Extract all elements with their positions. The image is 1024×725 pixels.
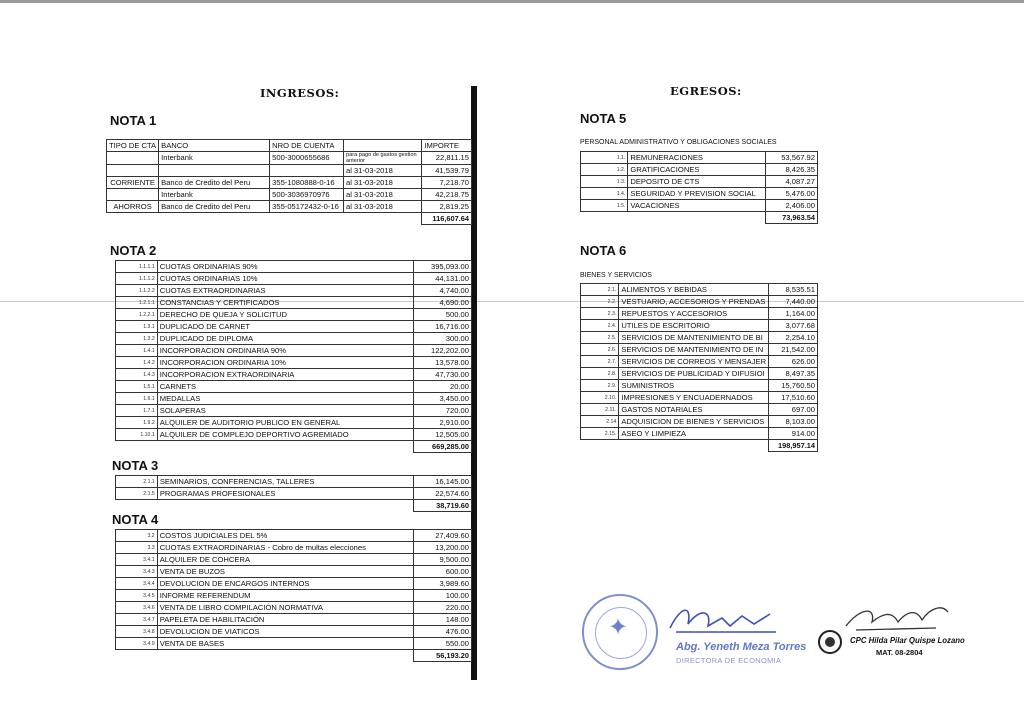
table-row [116, 345, 472, 357]
cell-amount: 5,476.00 [766, 188, 818, 200]
nota1-total: 116,607.64 [422, 213, 472, 225]
cell-description: CUOTAS ORDINARIAS 90% [157, 261, 413, 273]
cell-description: SEMINARIOS, CONFERENCIAS, TALLERES [157, 476, 413, 488]
cell-description: PAPELETA DE HABILITACIÓN [157, 614, 413, 626]
nota2-table [115, 260, 472, 453]
cell-code: 1.3.2 [116, 333, 158, 345]
cell-amount: 8,535.51 [769, 284, 818, 296]
cell-cuenta: 355-05172432-0-16 [270, 201, 344, 213]
signature-2 [836, 600, 956, 636]
cell-amount: 7,440.00 [769, 296, 818, 308]
cell-amount: 4,087.27 [766, 176, 818, 188]
cell-description: CARNETS [157, 381, 413, 393]
cell-code: 3.3 [116, 542, 158, 554]
cell-code: 1.2.1.1 [116, 297, 158, 309]
cell-tipo [107, 152, 159, 165]
total-row [116, 500, 472, 512]
cell-code: 3.4.4 [116, 578, 158, 590]
cell-description: VENTA DE BUZOS [157, 566, 413, 578]
cell-nota: para pago de gastos gestion anterior [343, 152, 421, 165]
signatory-1-role: DIRECTORA DE ECONOMIA [676, 656, 782, 665]
cell-description: REPUESTOS Y ACCESORIOS [619, 308, 769, 320]
total-row [581, 212, 818, 224]
cell-importe: 42,218.75 [422, 189, 472, 201]
nota1-title: NOTA 1 [110, 113, 157, 128]
table-row [116, 638, 472, 650]
table-row [581, 164, 818, 176]
cell-amount: 3,450.00 [414, 393, 472, 405]
cell-cuenta [270, 165, 344, 177]
table-row [581, 332, 818, 344]
table-row [116, 530, 472, 542]
cell-code: 1.4.1 [116, 345, 158, 357]
nota5-table [580, 151, 818, 224]
cell-importe: 41,539.79 [422, 165, 472, 177]
cell-code: 2.5. [581, 332, 619, 344]
cell-amount: 4,740.00 [414, 285, 472, 297]
header-cell [343, 140, 421, 152]
cell-code: 2.2. [581, 296, 619, 308]
cell-code: 1.7.1 [116, 405, 158, 417]
table-row [116, 626, 472, 638]
cell-description: INFORME REFERENDUM [157, 590, 413, 602]
cell-description: SERVICIOS DE PUBLICIDAD Y DIFUSIOI [619, 368, 769, 380]
nota5-subtitle: PERSONAL ADMINISTRATIVO Y OBLIGACIONES SOCIALES [580, 139, 777, 146]
cell-importe: 7,218.70 [422, 177, 472, 189]
table-row [107, 189, 472, 201]
nota4-title: NOTA 4 [112, 512, 159, 527]
cell-description: ALIMENTOS Y BEBIDAS [619, 284, 769, 296]
cell-code: 3.4.3 [116, 566, 158, 578]
cell-amount: 21,542.00 [769, 344, 818, 356]
table-row [107, 201, 472, 213]
nota6-title: NOTA 6 [580, 243, 627, 258]
cell-amount: 3,077.68 [769, 320, 818, 332]
nota4-table [115, 529, 472, 662]
cell-code: 2.10. [581, 392, 619, 404]
cell-importe: 22,811.15 [422, 152, 472, 165]
cell-description: GASTOS NOTARIALES [619, 404, 769, 416]
cell-code: 1.2.2.1 [116, 309, 158, 321]
cell-description: INCORPORACION ORDINARIA 10% [157, 357, 413, 369]
cell-description: DERECHO DE QUEJA Y SOLICITUD [157, 309, 413, 321]
table-row [581, 284, 818, 296]
table-header-row [107, 140, 472, 152]
cell-code: 3.2 [116, 530, 158, 542]
cell-tipo: CORRIENTE [107, 177, 159, 189]
table-row [116, 590, 472, 602]
table-row [116, 285, 472, 297]
cell-banco: Interbank [159, 189, 270, 201]
cell-code: 1.1.1.2 [116, 273, 158, 285]
nota6-table [580, 283, 818, 452]
total-row [581, 440, 818, 452]
cell-code: 2.4. [581, 320, 619, 332]
section-total: 198,957.14 [769, 440, 818, 452]
cell-description: PROGRAMAS PROFESIONALES [157, 488, 413, 500]
cell-amount: 17,510.60 [769, 392, 818, 404]
cell-description: VACACIONES [628, 200, 766, 212]
nota5-title: NOTA 5 [580, 111, 627, 126]
table-row [581, 356, 818, 368]
table-row [107, 165, 472, 177]
cell-banco: Banco de Credito del Peru [159, 201, 270, 213]
cell-amount: 500.00 [414, 309, 472, 321]
cell-amount: 16,716.00 [414, 321, 472, 333]
cell-code: 1.4.2 [116, 357, 158, 369]
cell-code: 2.15. [581, 428, 619, 440]
table-row [116, 261, 472, 273]
cell-code: 2.9. [581, 380, 619, 392]
cell-amount: 20.00 [414, 381, 472, 393]
cell-amount: 914.00 [769, 428, 818, 440]
table-row [116, 297, 472, 309]
header-cell: IMPORTE [422, 140, 472, 152]
seal-star-icon: ✦ [608, 614, 629, 641]
cell-code: 1.4.3 [116, 369, 158, 381]
cell-description: CONSTANCIAS Y CERTIFICADOS [157, 297, 413, 309]
nota1-table [106, 139, 472, 225]
cell-code: 2.1.1 [116, 476, 158, 488]
cell-cuenta: 500-3036970976 [270, 189, 344, 201]
cell-description: SUMINISTROS [619, 380, 769, 392]
table-row [116, 381, 472, 393]
table-row [116, 309, 472, 321]
cell-code: 1.4. [581, 188, 628, 200]
cell-amount: 2,406.00 [766, 200, 818, 212]
table-row [116, 357, 472, 369]
cell-description: VENTA DE BASES [157, 638, 413, 650]
cell-description: SERVICIOS DE MANTENIMIENTO DE BI [619, 332, 769, 344]
cell-amount: 3,989.60 [414, 578, 472, 590]
cell-description: DUPLICADO DE DIPLOMA [157, 333, 413, 345]
signature-1 [664, 598, 782, 638]
cell-description: GRATIFICACIONES [628, 164, 766, 176]
cell-amount: 720.00 [414, 405, 472, 417]
table-row [116, 554, 472, 566]
table-row [116, 321, 472, 333]
table-row [581, 152, 818, 164]
table-row [581, 296, 818, 308]
cell-amount: 44,131.00 [414, 273, 472, 285]
cell-cuenta: 355-1080888-0-16 [270, 177, 344, 189]
cell-description: SEGURIDAD Y PREVISION SOCIAL [628, 188, 766, 200]
cell-amount: 600.00 [414, 566, 472, 578]
cell-description: CUOTAS EXTRAORDINARIAS [157, 285, 413, 297]
cell-amount: 27,409.60 [414, 530, 472, 542]
table-row [581, 344, 818, 356]
header-cell: NRO DE CUENTA [270, 140, 344, 152]
cell-amount: 15,760.50 [769, 380, 818, 392]
cell-code: 1.2. [581, 164, 628, 176]
cell-amount: 47,730.00 [414, 369, 472, 381]
cell-code: 3.4.1 [116, 554, 158, 566]
cell-code: 1.1.2.2 [116, 285, 158, 297]
cell-code: 1.6.1 [116, 393, 158, 405]
table-row [581, 380, 818, 392]
cell-code: 2.1.5 [116, 488, 158, 500]
nota3-title: NOTA 3 [112, 458, 159, 473]
cell-code: 3.4.9 [116, 638, 158, 650]
table-row [581, 416, 818, 428]
total-row [107, 213, 472, 225]
cell-description: DEVOLUCION DE VIATICOS [157, 626, 413, 638]
cell-description: SOLAPERAS [157, 405, 413, 417]
cell-code: 2.3. [581, 308, 619, 320]
table-row [116, 476, 472, 488]
table-row [116, 542, 472, 554]
cell-description: MEDALLAS [157, 393, 413, 405]
table-row [581, 392, 818, 404]
table-row [581, 188, 818, 200]
cell-code: 2.8. [581, 368, 619, 380]
cell-description: SERVICIOS DE MANTENIMIENTO DE IN [619, 344, 769, 356]
cell-code: 3.4.6 [116, 602, 158, 614]
table-row [116, 429, 472, 441]
table-row [116, 393, 472, 405]
total-row [116, 441, 472, 453]
cell-amount: 2,254.10 [769, 332, 818, 344]
cell-description: ALQUILER DE COMPLEJO DEPORTIVO AGREMIADO [157, 429, 413, 441]
cell-amount: 16,145.00 [414, 476, 472, 488]
cell-description: REMUNERACIONES [628, 152, 766, 164]
cell-code: 1.1.1.1 [116, 261, 158, 273]
cell-amount: 220.00 [414, 602, 472, 614]
cell-code: 1.9.2 [116, 417, 158, 429]
cell-description: CUOTAS ORDINARIAS 10% [157, 273, 413, 285]
cell-code: 2.6. [581, 344, 619, 356]
cell-description: DUPLICADO DE CARNET [157, 321, 413, 333]
cell-tipo: AHORROS [107, 201, 159, 213]
cell-code: 1.10.1 [116, 429, 158, 441]
cell-code: 1.3. [581, 176, 628, 188]
cell-amount: 8,426.35 [766, 164, 818, 176]
table-row [581, 320, 818, 332]
cell-cuenta: 500-3000655686 [270, 152, 344, 165]
table-row [116, 566, 472, 578]
cell-code: 2.7. [581, 356, 619, 368]
cell-amount: 13,578.00 [414, 357, 472, 369]
cell-amount: 550.00 [414, 638, 472, 650]
table-row [116, 614, 472, 626]
table-row [116, 333, 472, 345]
cell-code: 2.1. [581, 284, 619, 296]
cell-tipo [107, 189, 159, 201]
nota2-title: NOTA 2 [110, 243, 157, 258]
cell-banco: Interbank [159, 152, 270, 165]
cell-code: 3.4.8 [116, 626, 158, 638]
signatory-2-registration: MAT. 08-2804 [876, 648, 923, 657]
cell-description: ALQUILER DE AUDITORIO PUBLICO EN GENERAL [157, 417, 413, 429]
cell-amount: 8,103.00 [769, 416, 818, 428]
table-row [116, 578, 472, 590]
nota3-table [115, 475, 472, 512]
cell-amount: 697.00 [769, 404, 818, 416]
cell-code: 1.1. [581, 152, 628, 164]
table-row [581, 200, 818, 212]
cell-description: COSTOS JUDICIALES DEL 5% [157, 530, 413, 542]
cell-nota: al 31-03-2018 [343, 201, 421, 213]
cell-amount: 122,202.00 [414, 345, 472, 357]
cell-amount: 148.00 [414, 614, 472, 626]
cell-amount: 300.00 [414, 333, 472, 345]
cell-code: 2.14 [581, 416, 619, 428]
cell-description: IMPRESIONES Y ENCUADERNADOS [619, 392, 769, 404]
table-row [581, 404, 818, 416]
cell-nota: al 31-03-2018 [343, 165, 421, 177]
cell-description: CUOTAS EXTRAORDINARIAS - Cobro de multas elecciones [157, 542, 413, 554]
cell-description: DEVOLUCION DE ENCARGOS INTERNOS [157, 578, 413, 590]
cell-amount: 626.00 [769, 356, 818, 368]
cell-code: 2.11. [581, 404, 619, 416]
table-row [581, 176, 818, 188]
cell-description: ADQUISICION DE BIENES Y SERVICIOS [619, 416, 769, 428]
table-row [107, 177, 472, 189]
ingresos-heading: INGRESOS: [260, 86, 340, 100]
cell-banco [159, 165, 270, 177]
cell-code: 1.3.1 [116, 321, 158, 333]
table-row [116, 405, 472, 417]
cell-description: ALQUILER DE COHCERA [157, 554, 413, 566]
cell-code: 1.5.1 [116, 381, 158, 393]
cell-nota: al 31-03-2018 [343, 189, 421, 201]
nota6-subtitle: BIENES Y SERVICIOS [580, 272, 652, 279]
cell-amount: 395,093.00 [414, 261, 472, 273]
cell-description: ASEO Y LIMPIEZA [619, 428, 769, 440]
section-total: 38,719.60 [414, 500, 472, 512]
cell-amount: 53,567.92 [766, 152, 818, 164]
cell-description: UTILES DE ESCRITORIO [619, 320, 769, 332]
cell-nota: al 31-03-2018 [343, 177, 421, 189]
cell-description: VENTA DE LIBRO COMPILACIÓN NORMATIVA [157, 602, 413, 614]
header-cell: BANCO [159, 140, 270, 152]
cell-description: INCORPORACION EXTRAORDINARIA [157, 369, 413, 381]
cell-description: DEPOSITO DE CTS [628, 176, 766, 188]
header-cell: TIPO DE CTA [107, 140, 159, 152]
table-row [581, 428, 818, 440]
cell-banco: Banco de Credito del Peru [159, 177, 270, 189]
cell-amount: 476.00 [414, 626, 472, 638]
table-row [116, 273, 472, 285]
table-row [116, 417, 472, 429]
section-total: 73,963.54 [766, 212, 818, 224]
cell-amount: 4,690.00 [414, 297, 472, 309]
cell-amount: 12,505.00 [414, 429, 472, 441]
cell-amount: 2,910.00 [414, 417, 472, 429]
section-total: 56,193.20 [414, 650, 472, 662]
cell-amount: 1,164.00 [769, 308, 818, 320]
cell-code: 1.5. [581, 200, 628, 212]
cell-amount: 9,500.00 [414, 554, 472, 566]
table-row [116, 602, 472, 614]
cell-amount: 13,200.00 [414, 542, 472, 554]
egresos-heading: EGRESOS: [670, 84, 742, 98]
section-total: 669,285.00 [414, 441, 472, 453]
signatory-1-name: Abg. Yeneth Meza Torres [676, 641, 807, 653]
professional-seal-icon [818, 630, 842, 654]
cell-code: 3.4.7 [116, 614, 158, 626]
table-row [107, 152, 472, 165]
total-row [116, 650, 472, 662]
cell-tipo [107, 165, 159, 177]
cell-description: INCORPORACION ORDINARIA 90% [157, 345, 413, 357]
signatory-2-name: CPC Hilda Pilar Quispe Lozano [850, 636, 965, 645]
scan-top-edge [0, 0, 1024, 3]
table-row [581, 368, 818, 380]
cell-description: VESTUARIO, ACCESORIOS Y PRENDAS [619, 296, 769, 308]
cell-code: 3.4.5 [116, 590, 158, 602]
cell-amount: 22,574.60 [414, 488, 472, 500]
cell-amount: 8,497.35 [769, 368, 818, 380]
cell-importe: 2,819.25 [422, 201, 472, 213]
table-row [581, 308, 818, 320]
cell-description: SERVICIOS DE CORREOS Y MENSAJER [619, 356, 769, 368]
cell-amount: 100.00 [414, 590, 472, 602]
table-row [116, 369, 472, 381]
table-row [116, 488, 472, 500]
institution-seal [582, 594, 658, 670]
